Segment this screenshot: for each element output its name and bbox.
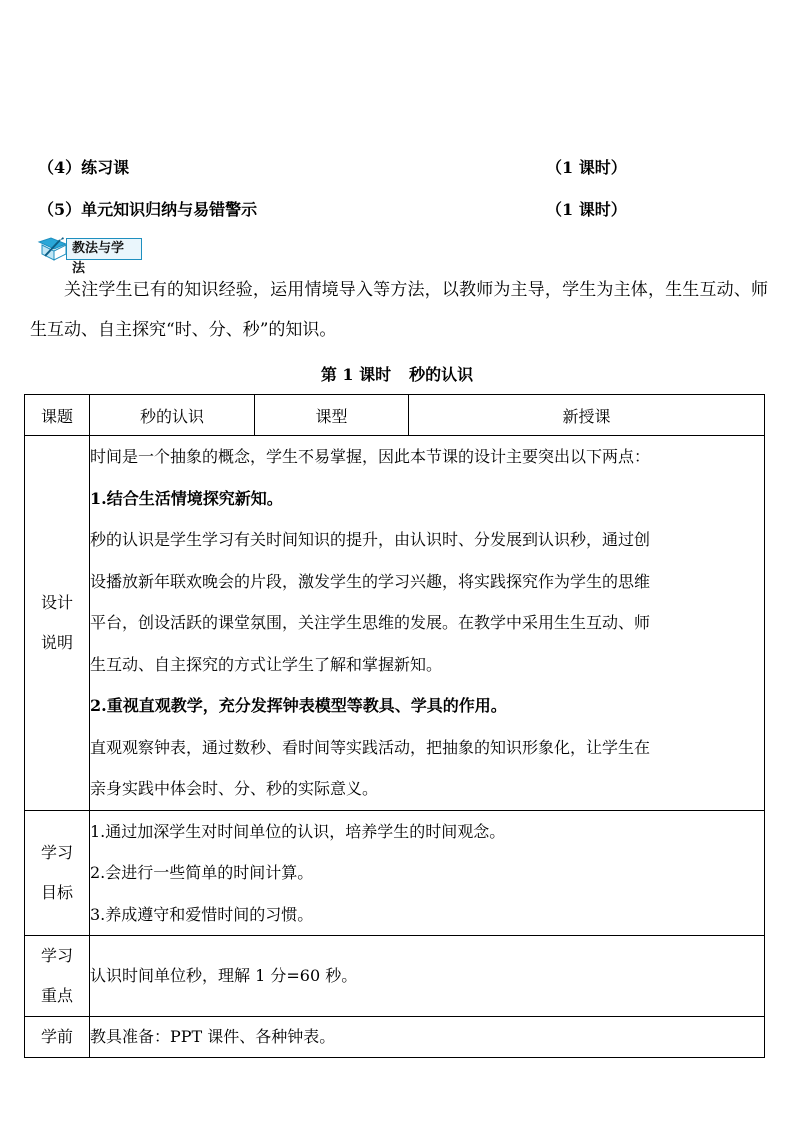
- label-design-1: 设计: [40, 592, 73, 612]
- method-paragraph-text: 关注学生已有的知识经验，运用情境导入等方法，以教师为主导，学生为主体，生生互动、师生互动、自主探究“时、分、秒”的知识。: [30, 280, 768, 340]
- goal-line: 2.会进行一些简单的时间计算。: [90, 863, 314, 882]
- cell-type: 新授课: [409, 395, 765, 436]
- label-goals-1: 学习: [40, 842, 73, 862]
- cell-prep: 教具准备：PPT 课件、各种钟表。: [90, 1017, 765, 1058]
- outline-item-5-label: （5）单元知识归纳与易错警示: [38, 200, 258, 219]
- outline-item-4: [38, 155, 129, 178]
- cell-label-type: 课型: [255, 395, 409, 436]
- design-line: 时间是一个抽象的概念，学生不易掌握，因此本节课的设计主要突出以下两点：: [90, 447, 651, 466]
- design-line: 生互动、自主探究的方式让学生了解和掌握新知。: [90, 654, 443, 674]
- goal-line: 1.通过加深学生对时间单位的认识，培养学生的时间观念。: [90, 821, 506, 841]
- design-line: 亲身实践中体会时、分、秒的实际意义。: [90, 779, 379, 798]
- cell-goals: [90, 810, 765, 936]
- design-line: 直观观察钟表，通过数秒、看时间等实践活动，把抽象的知识形象化，让学生在: [90, 737, 651, 757]
- cell-topic: 秒的认识: [90, 395, 255, 436]
- design-line: 平台，创设活跃的课堂氛围，关注学生思维的发展。在教学中采用生生互动、师: [90, 613, 651, 632]
- label-goals-2: 目标: [40, 882, 73, 902]
- cell-focus: 认识时间单位秒，理解 1 分=60 秒。: [90, 936, 765, 1017]
- label-focus-2: 重点: [40, 986, 73, 1005]
- label-design-2: 说明: [40, 632, 73, 652]
- label-focus-1: 学习: [40, 946, 73, 965]
- outline-item-4-hours: （1 课时）: [546, 158, 627, 177]
- lesson-topic: 秒的认识: [409, 365, 474, 384]
- cell-label-design: [25, 436, 90, 811]
- lesson-period: 第 1 课时: [320, 365, 392, 384]
- lesson-table: [24, 394, 765, 1058]
- cell-label-topic: 课题: [25, 395, 90, 436]
- outline-item-4-label: （4）练习课: [38, 158, 130, 177]
- design-line: 秒的认识是学生学习有关时间知识的提升，由认识时、分发展到认识秒，通过创: [90, 530, 651, 549]
- table-row-header: [25, 395, 765, 436]
- cell-label-goals: [25, 810, 90, 936]
- table-row-goals: [25, 810, 765, 936]
- lesson-title: [0, 362, 794, 385]
- table-row-design: [25, 436, 765, 811]
- section-badge: [36, 236, 142, 276]
- cell-design: [90, 436, 765, 811]
- cell-label-prep: 学前: [25, 1017, 90, 1058]
- goal-line: 3.养成遵守和爱惜时间的习惯。: [90, 904, 314, 924]
- table-row-prep: [25, 1017, 765, 1058]
- outline-item-5: [38, 197, 257, 220]
- section-badge-label: 教法与学法: [66, 238, 142, 260]
- table-row-focus: [25, 936, 765, 1017]
- design-line: 1.结合生活情境探究新知。: [90, 488, 283, 508]
- design-line: 2.重视直观教学，充分发挥钟表模型等教具、学具的作用。: [90, 696, 507, 715]
- design-line: 设播放新年联欢晚会的片段，激发学生的学习兴趣，将实践探究作为学生的思维: [90, 571, 651, 591]
- method-paragraph: [30, 270, 768, 350]
- outline-item-5-hours: （1 课时）: [546, 200, 627, 219]
- cell-label-focus: [25, 936, 90, 1017]
